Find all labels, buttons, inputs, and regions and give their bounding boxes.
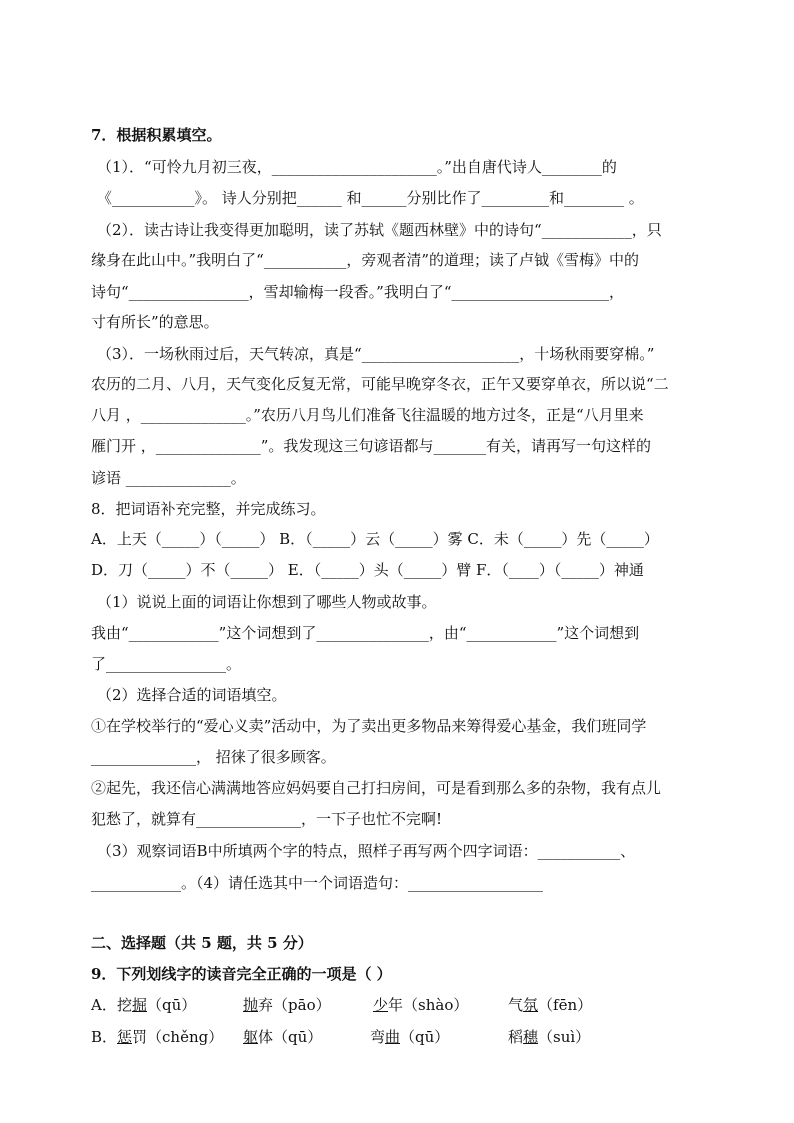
question-7-line: 谚语 ______________。: [91, 469, 246, 487]
question-8-title: 8．把词语补充完整，并完成练习。: [91, 500, 326, 518]
question-8-line: D．刀（_____）不（_____） E．（_____）头（_____）臂 F．（____）（_____）神通: [91, 561, 644, 579]
option-b-item: 弯曲（qū）: [370, 1028, 450, 1046]
question-8-line: 我由“____________”这个词想到了_______________，由“____________”这个词想到: [91, 624, 640, 642]
question-8-line: ____________。（4）请任选其中一个词语造句：__________________: [91, 874, 544, 892]
question-7-line: 农历的二月、八月，天气变化反复无常，可能早晚穿冬衣，正午又要穿单衣，所以说“二: [91, 375, 669, 393]
question-7-line: 缘身在此山中。”我明白了“___________，旁观者清”的道理；读了卢钺《雪梅》中的: [91, 251, 640, 269]
option-a-label: A．: [91, 996, 117, 1014]
question-8-line: 了________________。: [91, 655, 242, 673]
question-8-line: 犯愁了，就算有______________，一下子也忙不完啊!: [91, 810, 443, 828]
question-8-line: A．上天（_____）（_____） B．（_____）云（_____）雾 C．未（_____）先（_____）: [91, 530, 659, 548]
option-b-item: 稻穗（suì）: [508, 1028, 591, 1046]
question-8-line: ______________， 招徕了很多顾客。: [91, 748, 336, 766]
underlined-char: 抛: [243, 996, 259, 1014]
option-a-item: 抛弃（pāo）: [243, 996, 331, 1014]
underlined-char: 氛: [523, 996, 539, 1014]
underlined-char: 少: [373, 996, 389, 1014]
underlined-char: 躯: [243, 1028, 259, 1046]
question-7-line: （3）．一场秋雨过后，天气转凉，真是“_____________________，十场秋雨要穿棉。”: [97, 345, 655, 363]
question-8-line: （1）说说上面的词语让你想到了哪些人物或故事。: [97, 593, 437, 611]
option-b-item: 躯体（qū）: [243, 1028, 323, 1046]
question-8-line: （2）选择合适的词语填空。: [97, 686, 287, 704]
question-8-line: ①在学校举行的“爱心义卖”活动中，为了卖出更多物品来筹得爱心基金，我们班同学: [91, 717, 647, 735]
question-7-line: （2）．读古诗让我变得更加聪明，读了苏轼《题西林壁》中的诗句“____________，只: [97, 221, 662, 239]
option-a-item: 少年（shào）: [373, 996, 469, 1014]
underlined-char: 掘: [132, 996, 148, 1014]
question-7-line: （1）．“可怜九月初三夜，______________________。”出自唐代诗人________的: [97, 158, 617, 176]
option-b-label: B．: [91, 1028, 118, 1046]
underlined-char: 穗: [523, 1028, 539, 1046]
question-7-line: 诗句“________________，雪却输梅一段香。”我明白了“_____________________，: [91, 283, 625, 301]
question-7-line: 雁门开 ，______________”。我发现这三句谚语都与_______有关，请再写一句这样的: [91, 437, 651, 455]
option-a-item: 挖掘（qū）: [117, 996, 197, 1014]
section-2-heading: 二、选择题（共 5 题，共 5 分）: [91, 934, 313, 952]
question-8-line: （3）观察词语B中所填两个字的特点，照样子再写两个四字词语：___________、: [97, 842, 636, 860]
underlined-char: 惩: [117, 1028, 133, 1046]
underlined-char: 曲: [385, 1028, 401, 1046]
question-7-line: 八月 ，______________。”农历八月鸟儿们准备飞往温暖的地方过冬，正是“八月里来: [91, 406, 644, 424]
question-7-line: 寸有所长”的意思。: [91, 313, 219, 331]
question-7-title: 7．根据积累填空。: [91, 126, 222, 144]
question-8-line: ②起先，我还信心满满地答应妈妈要自己打扫房间，可是看到那么多的杂物，我有点儿: [91, 779, 662, 797]
option-b-item: 惩罚（chěng）: [117, 1028, 224, 1046]
option-a-item: 气氛（fēn）: [508, 996, 593, 1014]
question-7-line: 《___________》。 诗人分别把______ 和______分别比作了_________和________ 。: [97, 189, 644, 207]
question-9-title: 9．下列划线字的读音完全正确的一项是（ ）: [91, 965, 392, 983]
